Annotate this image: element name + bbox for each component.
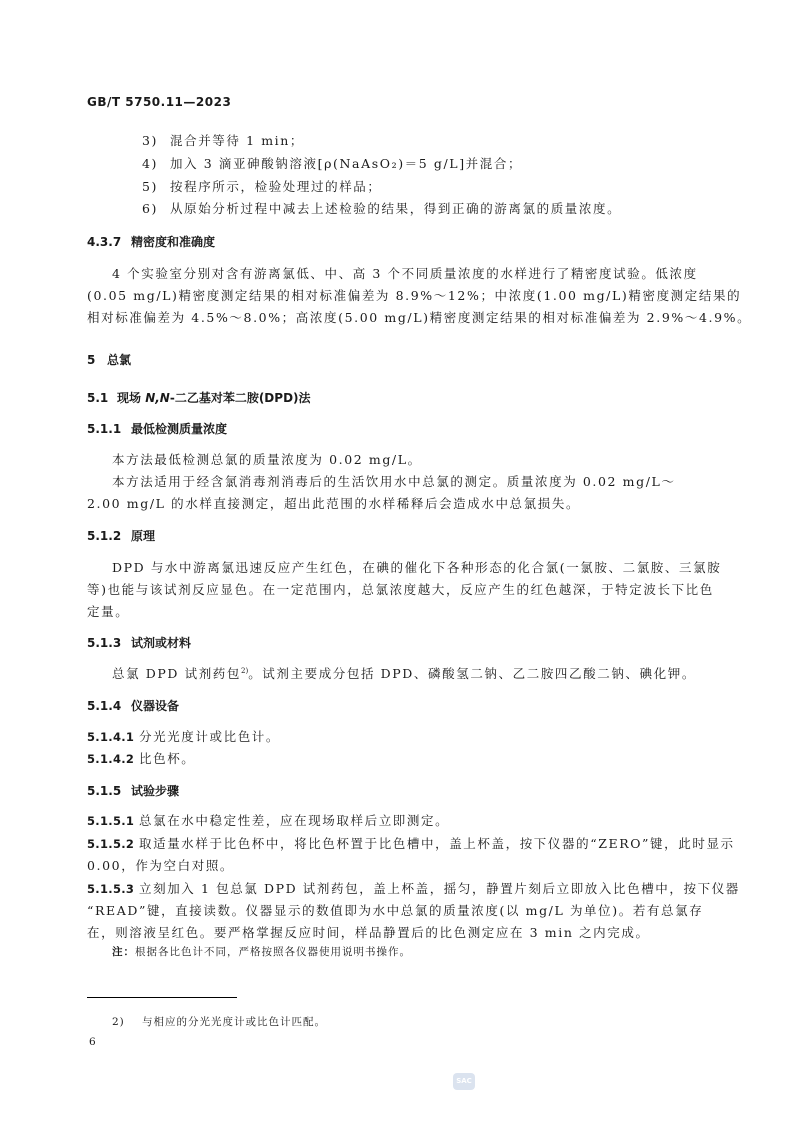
note-text: 根据各比色计不同，严格按照各仪器使用说明书操作。 [135,946,411,958]
reagent-text: 总氯 DPD 试剂药包 [112,666,242,681]
footnote-divider [87,997,237,998]
item-text: 取适量水样于比色杯中，将比色杯置于比色槽中，盖上杯盖，按下仪器的“ZERO”键，此时显示 [139,836,735,851]
list-item [87,749,195,767]
section-title-italic: N,N [145,391,170,405]
item-number: 5.1.5.2 [87,837,135,851]
section-title: 精密度和准确度 [131,235,216,249]
section-heading-5-1-1 [87,420,227,437]
item-number: 5.1.5.1 [87,814,135,828]
item-number: 5.1.5.3 [87,882,135,896]
section-heading-5-1-4 [87,697,179,714]
step-num: 5) [142,179,159,194]
section-number: 5.1.3 [87,636,122,650]
note-label: 注： [112,946,135,958]
step-item [142,199,621,217]
paragraph-line: 4 个实验室分别对含有游离氯低、中、高 3 个不同质量浓度的水样进行了精密度试验。低浓度 [112,266,698,281]
step-item [142,177,382,195]
step-item [142,131,304,149]
step-text: 加入 3 滴亚砷酸钠溶液[ρ(NaAsO₂)＝5 g/L]并混合； [170,156,523,171]
section-number: 4.3.7 [87,235,122,249]
paragraph-line: 本方法适用于经含氯消毒剂消毒后的生活饮用水中总氯的测定。质量浓度为 0.02 mg/L～ [112,474,676,489]
item-number: 5.1.4.1 [87,730,135,744]
standard-number: GB/T 5750.11—2023 [87,95,232,109]
section-number: 5.1.5 [87,784,122,798]
section-title-suffix: -二乙基对苯二胺(DPD)法 [169,391,311,405]
step-text: 按程序所示，检验处理过的样品； [170,179,382,194]
step-num: 3) [142,133,159,148]
paragraph-line: “READ”键，直接读数。仪器显示的数值即为水中总氯的质量浓度(以 mg/L 为单位)。若有总氯存 [87,903,704,918]
list-item [87,811,449,829]
section-number: 5.1.4 [87,699,122,713]
step-item [142,154,522,172]
sac-watermark-logo: SAC [453,1073,475,1090]
paragraph-line: 定量。 [87,604,130,619]
paragraph-line: 0.00，作为空白对照。 [87,858,235,873]
section-title: 最低检测质量浓度 [131,422,228,436]
item-text: 分光光度计或比色计。 [139,729,281,744]
list-item [87,834,735,852]
paragraph-line [112,664,696,682]
paragraph-line: (0.05 mg/L)精密度测定结果的相对标准偏差为 8.9%～12%；中浓度(1.00 mg/L)精密度测定结果的 [87,288,742,303]
section-number: 5.1.2 [87,529,122,543]
paragraph-line: DPD 与水中游离氯迅速反应产生红色，在碘的催化下各种形态的化合氯(一氯胺、二氯胺、三氯胺 [112,560,722,575]
item-text: 比色杯。 [139,751,196,766]
section-heading-5-1-5 [87,782,179,799]
paragraph-line: 本方法最低检测总氯的质量浓度为 0.02 mg/L。 [112,452,422,467]
section-heading-4-3-7 [87,233,215,250]
section-number: 5 [87,353,96,367]
section-title: 总氯 [107,353,132,367]
section-title: 原理 [131,529,156,543]
list-item [87,879,740,897]
paragraph-line: 等)也能与该试剂反应显色。在一定范围内，总氯浓度越大，反应产生的红色越深，于特定波长下比色 [87,582,714,597]
section-title-prefix: 现场 [117,391,146,405]
item-text: 总氯在水中稳定性差，应在现场取样后立即测定。 [139,813,450,828]
section-heading-5-1-3 [87,634,191,651]
item-number: 5.1.4.2 [87,752,135,766]
section-number: 5.1.1 [87,422,122,436]
reagent-text-rest: 。试剂主要成分包括 DPD、磷酸氢二钠、乙二胺四乙酸二钠、碘化钾。 [248,666,696,681]
note [112,944,411,959]
footnote-text: 与相应的分光光度计或比色计匹配。 [142,1016,326,1028]
item-text: 立刻加入 1 包总氯 DPD 试剂药包，盖上杯盖，摇匀，静置片刻后立即放入比色槽中，按下仪器 [139,881,740,896]
section-heading-5-1 [87,389,311,406]
section-number: 5.1 [87,391,109,405]
step-text: 从原始分析过程中减去上述检验的结果，得到正确的游离氯的质量浓度。 [170,201,622,216]
footnote-ref: 2) [241,667,249,675]
paragraph-line: 2.00 mg/L 的水样直接测定，超出此范围的水样稀释后会造成水中总氯损失。 [87,496,581,511]
page-number: 6 [89,1036,97,1048]
step-num: 6) [142,201,159,216]
footnote-number: 2) [112,1016,125,1028]
step-num: 4) [142,156,159,171]
paragraph-line: 在，则溶液呈红色。要严格掌握反应时间，样品静置后的比色测定应在 3 min 之内完成。 [87,925,650,940]
section-title: 仪器设备 [131,699,180,713]
list-item [87,727,280,745]
section-title: 试剂或材料 [131,636,192,650]
step-text: 混合并等待 1 min； [170,133,305,148]
paragraph-line: 相对标准偏差为 4.5%～8.0%；高浓度(5.00 mg/L)精密度测定结果的相对标准偏差为 2.9%～4.9%。 [87,310,752,325]
section-heading-5 [87,351,131,368]
footnote [112,1014,326,1029]
section-heading-5-1-2 [87,527,155,544]
section-title: 试验步骤 [131,784,180,798]
